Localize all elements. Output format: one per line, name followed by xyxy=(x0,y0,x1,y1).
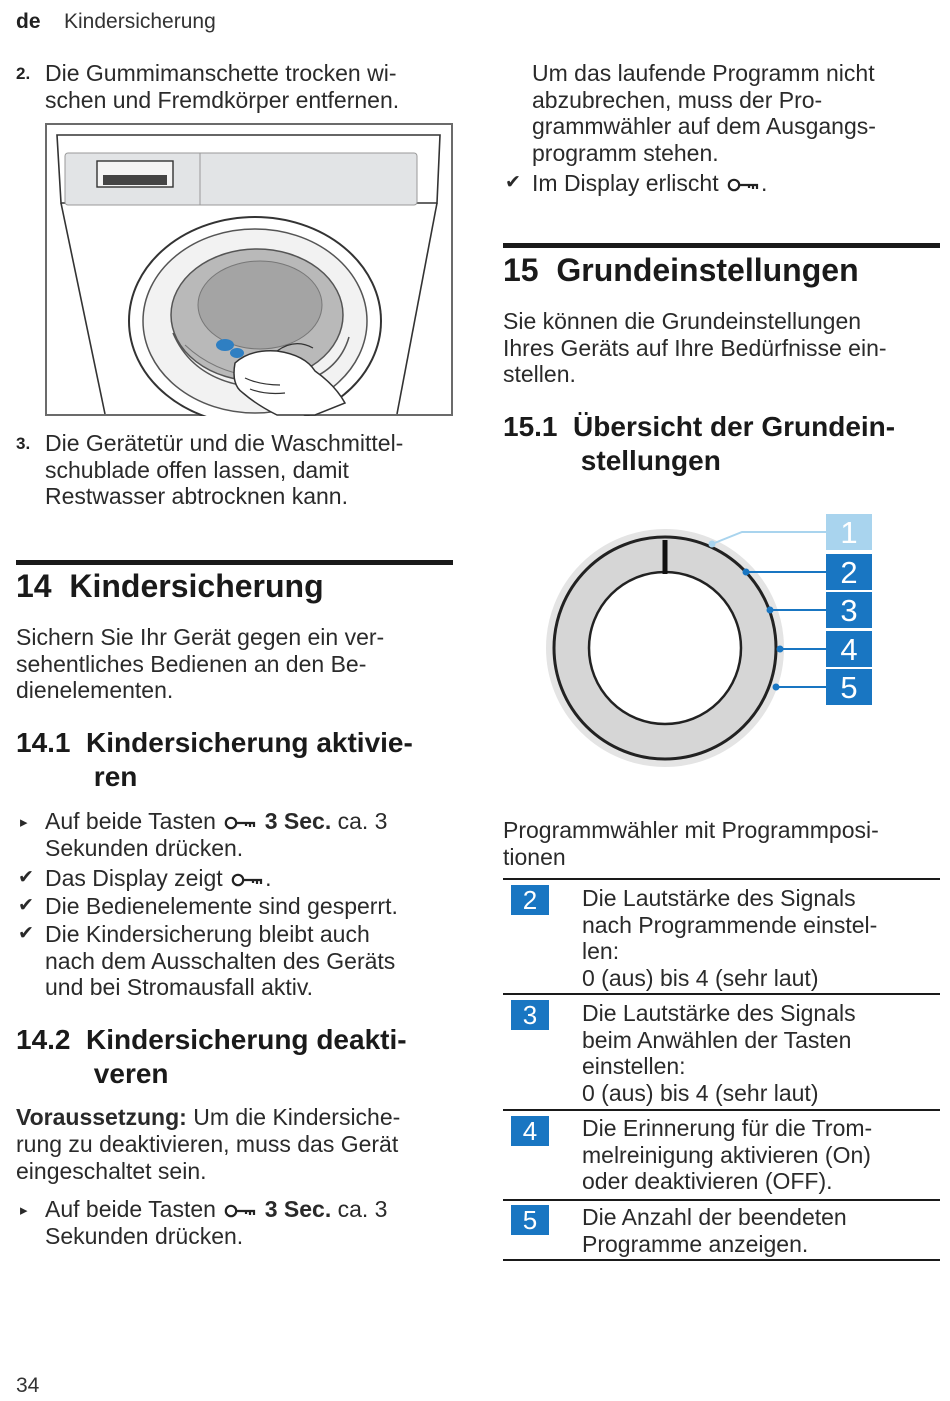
section-rule xyxy=(16,560,453,565)
continued-text: Um das laufende Programm nicht abzubrechen, muss der Pro- grammwähler auf dem Ausgangs- programm stehen. xyxy=(532,60,876,166)
key-icon xyxy=(727,178,759,192)
position-badge: 2 xyxy=(511,885,549,915)
action-bullet-icon: ▸ xyxy=(20,814,28,831)
section-intro: Sie können die Grundeinstellungen Ihres Geräts auf Ihre Bedürfnisse ein- stellen. xyxy=(503,308,887,387)
step-number: 2. xyxy=(16,64,31,83)
prerequisite: Voraussetzung: Um die Kindersiche- xyxy=(16,1104,401,1130)
table-row-text: Die Lautstärke des Signals beim Anwählen der Tasten einstellen: 0 (aus) bis 4 (sehr laut) xyxy=(582,1000,856,1106)
dial-label: 2 xyxy=(840,555,858,590)
subsection-heading: 15.1 Übersicht der Grundein- stellungen xyxy=(503,411,896,476)
language-code: de xyxy=(16,10,41,33)
section-rule xyxy=(503,243,940,248)
position-badge: 4 xyxy=(511,1116,549,1146)
check-icon: ✔ xyxy=(505,172,521,193)
action-step: Auf beide Tasten 3 Sec. ca. 3 xyxy=(45,808,388,834)
table-row-text: Die Lautstärke des Signals nach Programmende einstel- len: 0 (aus) bis 4 (sehr laut) xyxy=(582,885,878,991)
dial-label: 1 xyxy=(840,515,858,550)
dial-label: 3 xyxy=(840,593,858,628)
washing-machine-illustration xyxy=(45,123,453,416)
table-rule xyxy=(503,993,940,995)
table-rule xyxy=(503,1259,940,1261)
check-icon: ✔ xyxy=(18,895,34,916)
check-icon: ✔ xyxy=(18,867,34,888)
result-item: Die Bedienelemente sind gesperrt. xyxy=(45,893,398,919)
step-text: Die Gummimanschette trocken wi- schen und Fremdkörper entfernen. xyxy=(45,60,400,113)
subsection-heading: 14.2 Kindersicherung deakti- veren xyxy=(16,1024,407,1089)
position-badge: 3 xyxy=(511,1000,549,1030)
dial-label: 4 xyxy=(840,632,858,667)
program-selector-diagram xyxy=(540,508,880,770)
result-item: Im Display erlischt . xyxy=(532,170,768,196)
action-bullet-icon: ▸ xyxy=(20,1202,28,1219)
table-rule xyxy=(503,878,940,880)
step-number: 3. xyxy=(16,434,31,453)
action-step-cont: Sekunden drücken. xyxy=(45,835,244,861)
result-item: Die Kindersicherung bleibt auch nach dem Ausschalten des Geräts und bei Stromausfall aktiv. xyxy=(45,921,396,1000)
key-icon xyxy=(231,873,263,887)
check-icon: ✔ xyxy=(18,923,34,944)
position-badge: 5 xyxy=(511,1205,549,1235)
table-rule xyxy=(503,1109,940,1111)
action-step-cont: Sekunden drücken. xyxy=(45,1223,244,1249)
action-step: Auf beide Tasten 3 Sec. ca. 3 xyxy=(45,1196,388,1222)
running-header-title: Kindersicherung xyxy=(64,10,216,33)
step-text: Die Gerätetür und die Waschmittel- schublade offen lassen, damit Restwasser abtrocknen kann. xyxy=(45,430,404,509)
key-icon xyxy=(224,1204,256,1218)
section-heading: 14 Kindersicherung xyxy=(16,568,324,604)
result-item: Das Display zeigt . xyxy=(45,865,272,891)
page-number: 34 xyxy=(16,1374,40,1397)
table-row-text: Die Erinnerung für die Trom- melreinigung aktivieren (On) oder deaktivieren (OFF). xyxy=(582,1115,873,1194)
table-row-text: Die Anzahl der beendeten Programme anzeigen. xyxy=(582,1204,847,1257)
figure-caption: Programmwähler mit Programmposi- tionen xyxy=(503,817,879,870)
dial-label: 5 xyxy=(840,670,858,705)
prerequisite-cont: rung zu deaktivieren, muss das Gerät eingeschaltet sein. xyxy=(16,1131,399,1184)
table-rule xyxy=(503,1199,940,1201)
key-icon xyxy=(224,816,256,830)
subsection-heading: 14.1 Kindersicherung aktivie- ren xyxy=(16,727,413,792)
section-intro: Sichern Sie Ihr Gerät gegen ein ver- sehentliches Bedienen an den Be- dienelementen. xyxy=(16,624,385,703)
section-heading: 15 Grundeinstellungen xyxy=(503,252,859,288)
